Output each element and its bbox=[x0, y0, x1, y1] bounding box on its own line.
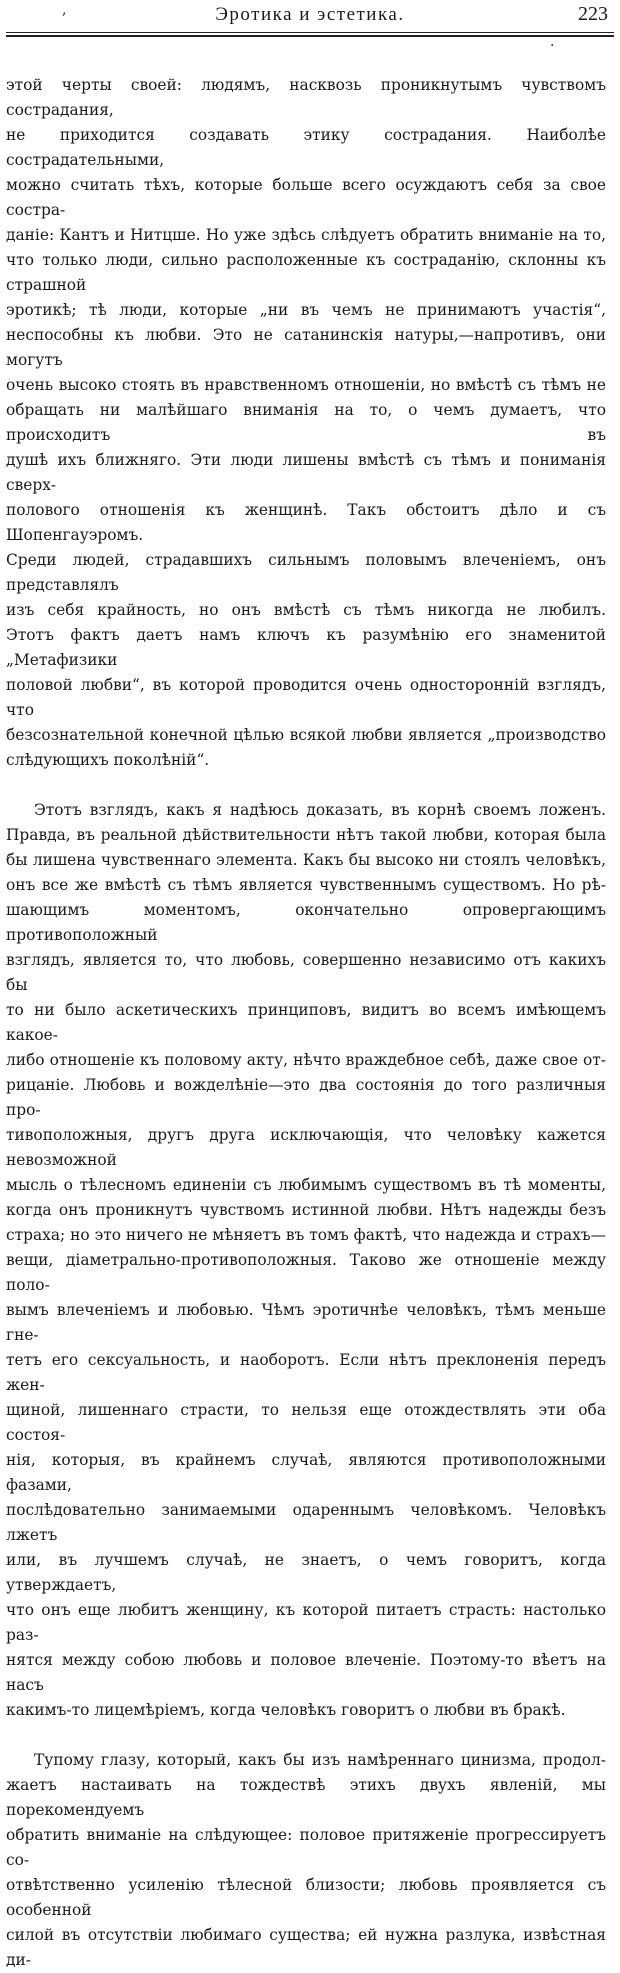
text-line: неспособны къ любви. Это не сатанинскія натуры,—напротивъ, они могутъ bbox=[6, 326, 606, 369]
text-line: Правда, въ реальной дѣйствительности нѣтъ такой любви, которая была bbox=[6, 826, 606, 844]
text-line: вещи, діаметрально-противоположныя. Таково же отношеніе между поло- bbox=[6, 1251, 606, 1294]
paragraph-2 bbox=[6, 798, 606, 1723]
text-line: безсознательной конечной цѣлью всякой любви является „производство bbox=[6, 726, 606, 744]
text-line: то ни было аскетическихъ принциповъ, видитъ во всемъ имѣющемъ какое- bbox=[6, 1001, 606, 1044]
text-line: отвѣтственно усиленію тѣлесной близости; любовь проявляется съ особенной bbox=[6, 1876, 606, 1919]
page-number: 223 bbox=[578, 3, 608, 25]
text-line: что онъ еще любитъ женщину, къ которой питаетъ страсть: настолько раз- bbox=[6, 1601, 606, 1644]
running-title: Эротика и эстетика. bbox=[215, 4, 405, 25]
text-line: Этотъ фактъ даетъ намъ ключъ къ разумѣнію его знаменитой „Метафизики bbox=[6, 626, 606, 669]
text-line: вымъ влеченіемъ и любовью. Чѣмъ эротичнѣе человѣкъ, тѣмъ меньше гне- bbox=[6, 1301, 606, 1344]
text-line: Этотъ взглядъ, какъ я надѣюсь доказать, въ корнѣ своемъ ложенъ. bbox=[34, 801, 606, 819]
text-line: нятся между собою любовь и половое влеченіе. Поэтому-то вѣетъ на насъ bbox=[6, 1651, 606, 1694]
text-line: душѣ ихъ ближняго. Эти люди лишены вмѣстѣ съ тѣмъ и пониманія сверх- bbox=[6, 451, 606, 494]
text-line: жаетъ настаивать на тождествѣ этихъ двухъ явленій, мы порекомендуемъ bbox=[6, 1776, 606, 1819]
paragraph-1 bbox=[6, 73, 606, 773]
text-line: мысль о тѣлесномъ единеніи съ любимымъ существомъ въ тѣ моменты, bbox=[6, 1176, 606, 1194]
paragraph-gap bbox=[6, 773, 606, 798]
text-line: изъ себя крайность, но онъ вмѣстѣ съ тѣмъ никогда не любилъ. bbox=[6, 601, 606, 619]
text-line: тивоположныя, другъ друга исключающія, что человѣку кажется невозможной bbox=[6, 1126, 606, 1169]
text-line: нія, которыя, въ крайнемъ случаѣ, являются противоположными фазами, bbox=[6, 1451, 606, 1494]
text-line: силой въ отсутствіи любимаго существа; ей нужна разлука, извѣстная ди- bbox=[6, 1926, 606, 1969]
text-line: послѣдовательно занимаемыми одареннымъ человѣкомъ. Человѣкъ лжетъ bbox=[6, 1501, 606, 1544]
text-line: тетъ его сексуальность, и наоборотъ. Если нѣтъ преклоненія передъ жен- bbox=[6, 1351, 606, 1394]
header-mark: , bbox=[62, 2, 67, 18]
text-line: полового отношенія къ женщинѣ. Такъ обстоитъ дѣло и съ Шопенгауэромъ. bbox=[6, 501, 606, 544]
text-line: можно считать тѣхъ, которые больше всего осуждаютъ себя за свое состра- bbox=[6, 176, 606, 219]
header-speck: · bbox=[550, 38, 555, 54]
text-line: даніе: Кантъ и Нитцше. Но уже здѣсь слѣдуетъ обратить вниманіе на то, bbox=[6, 226, 606, 244]
text-line: либо отношеніе къ половому акту, нѣчто враждебное себѣ, даже свое от- bbox=[6, 1051, 606, 1069]
text-line: обращать ни малѣйшаго вниманія на то, о чемъ думаетъ, что происходитъ въ bbox=[6, 401, 606, 444]
text-line: онъ все же вмѣстѣ съ тѣмъ является чувственнымъ существомъ. Но рѣ- bbox=[6, 876, 606, 894]
text-line: этой черты своей: людямъ, насквозь проникнутымъ чувствомъ сострадания, bbox=[6, 76, 606, 119]
text-line: что только люди, сильно расположенные къ состраданію, склонны къ страшной bbox=[6, 251, 606, 294]
body-text bbox=[6, 73, 606, 1973]
text-line: рицаніе. Любовь и вожделѣніе—это два состоянія до того различныя про- bbox=[6, 1076, 606, 1119]
text-line: щиной, лишеннаго страсти, то нельзя еще отождествлять эти оба состоя- bbox=[6, 1401, 606, 1444]
text-line: половой любви“, въ которой проводится очень односторонній взглядъ, что bbox=[6, 676, 606, 719]
text-line: Среди людей, страдавшихъ сильнымъ половымъ влеченіемъ, онъ представлялъ bbox=[6, 551, 606, 594]
text-line: страха; но это ничего не мѣняетъ въ томъ фактѣ, что надежда и страхъ— bbox=[6, 1226, 606, 1244]
text-line: взглядъ, является то, что любовь, совершенно независимо отъ какихъ бы bbox=[6, 951, 606, 994]
text-line: какимъ-то лицемѣріемъ, когда человѣкъ говоритъ о любви въ бракѣ. bbox=[6, 1701, 566, 1719]
text-line: эротикѣ; тѣ люди, которые „ни въ чемъ не принимаютъ участія“, bbox=[6, 301, 606, 319]
text-line: шающимъ моментомъ, окончательно опровергающимъ противоположный bbox=[6, 901, 606, 944]
text-line: когда онъ проникнутъ чувствомъ истинной любви. Нѣтъ надежды безъ bbox=[6, 1201, 606, 1219]
text-line: не приходится создавать этику сострадания. Наиболѣе сострадательными, bbox=[6, 126, 606, 169]
header-rule-thick bbox=[6, 35, 614, 37]
paragraph-gap bbox=[6, 1723, 606, 1748]
text-line: Тупому глазу, который, какъ бы изъ намѣреннаго цинизма, продол- bbox=[34, 1751, 606, 1769]
text-line: бы лишена чувственнаго элемента. Какъ бы высоко ни стоялъ человѣкъ, bbox=[6, 851, 606, 869]
text-line: слѣдующихъ поколѣній“. bbox=[6, 751, 210, 769]
text-line: или, въ лучшемъ случаѣ, не знаетъ, о чемъ говоритъ, когда утверждаетъ, bbox=[6, 1551, 606, 1594]
text-line: обратить вниманіе на слѣдующее: половое притяженіе прогрессируетъ со- bbox=[6, 1826, 606, 1869]
text-line: очень высоко стоять въ нравственномъ отношеніи, но вмѣстѣ съ тѣмъ не bbox=[6, 376, 606, 394]
paragraph-3 bbox=[6, 1748, 606, 1973]
page-header bbox=[0, 0, 620, 52]
header-rule bbox=[6, 32, 614, 33]
